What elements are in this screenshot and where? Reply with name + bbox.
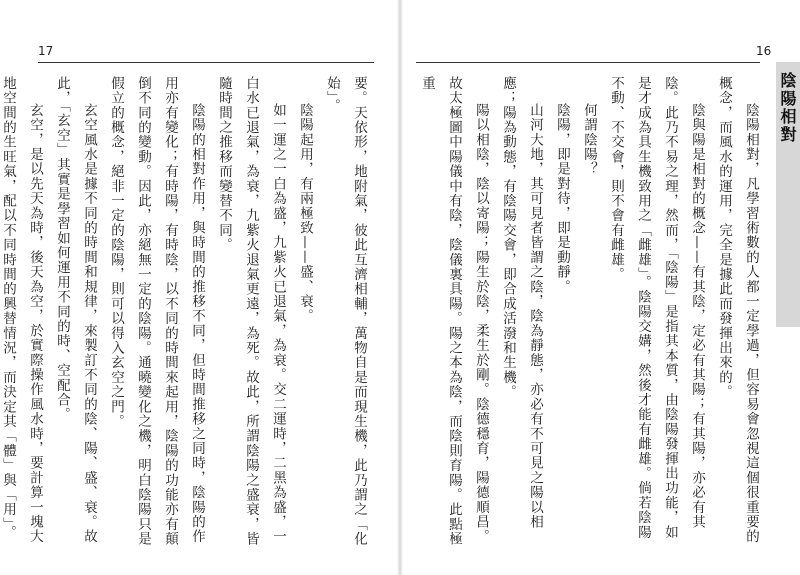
left-paragraph-2: 陰陽起用，有兩極致——盛、衰。: [297, 103, 313, 324]
left-paragraph-1: 要。天依形，地附氣，彼此互濟相輔，萬物自是而現生機，此乃謂之「化始」。: [324, 76, 367, 547]
right-page-text: [416, 76, 764, 554]
right-paragraph-1: 陰陽相對，凡學習術數的人都一定學過，但容易會忽視這個很重要的概念，而風水的運用，完全是據此而發揮出來的。: [716, 76, 759, 544]
chapter-title: 陰陽相對: [778, 72, 797, 144]
right-paragraph-5: 山河大地，其可見者皆謂之陰，陰為靜態，亦必有不可見之陽以相應；陽為動態，有陰陽交會，即合成活潑和生機。: [500, 76, 543, 530]
right-page-number: 16: [756, 44, 772, 58]
right-paragraph-3: 何謂陰陽？: [581, 103, 597, 177]
right-paragraph-4: 陰陽，即是對待，即是動靜。: [554, 103, 570, 295]
left-paragraph-3: 如一運之一白為盛，九紫火已退氣，為衰。交二運時，二黑為盛，一白水已退氣，為衰，九紫火退氣更遠，為死。故此，所謂陰陽之盛衰，皆隨時間之推移而變替不同。: [216, 76, 286, 547]
left-header-rule: [38, 62, 374, 63]
right-paragraph-6: 陽以相陰，陰以寄陽；陽生於陰，柔生於剛。陰德穩育，陽德順昌。故太極圖中陽儀中有陰，陰儀裏具陽。陽之本為陰，而陰則育陽。此點極重: [419, 76, 489, 547]
left-page-number: 17: [38, 44, 54, 58]
left-page-text: [0, 76, 372, 554]
left-paragraph-5: 玄空風水是據不同的時間和規律，來製訂不同的陰、陽、盛、衰。故此，「玄空」其實是學習如何運用不同的時、空配合。: [54, 76, 97, 544]
left-paragraph-4: 陰陽的相對作用，與時間的推移不同，但時間推移之同時，陰陽的作用亦有變化；有時陽，有時陰，以不同的時間來起用，陰陽的功能亦有顛倒不同的變動。因此，亦絕無一定的陰陽。通曉變化之機，明白陰陽只是假立的概念，絕非一定的陰陽，則可以得入玄空之門。: [108, 76, 205, 547]
book-gutter: [397, 0, 403, 575]
left-paragraph-6: 玄空，是以先天為時，後天為空，於實際操作風水時，要計算一塊大地空間的生旺氣，配以不同時間的興替情況，而決定其「體」與「用」。: [0, 76, 43, 544]
right-page: [400, 0, 800, 575]
right-header-rule: [416, 62, 760, 63]
right-paragraph-2: 陰與陽是相對的概念——有其陰，定必有其陽；有其陽，亦必有其陰。此乃不易之理，然而，「陰陽」是指其本質，由陰陽發揮出功能，如是才成為具生機致用之「雌雄」。陰陽交媾，然後才能有雌雄。倘若陰陽不動、不交會，則不會有雌雄。: [608, 76, 705, 540]
